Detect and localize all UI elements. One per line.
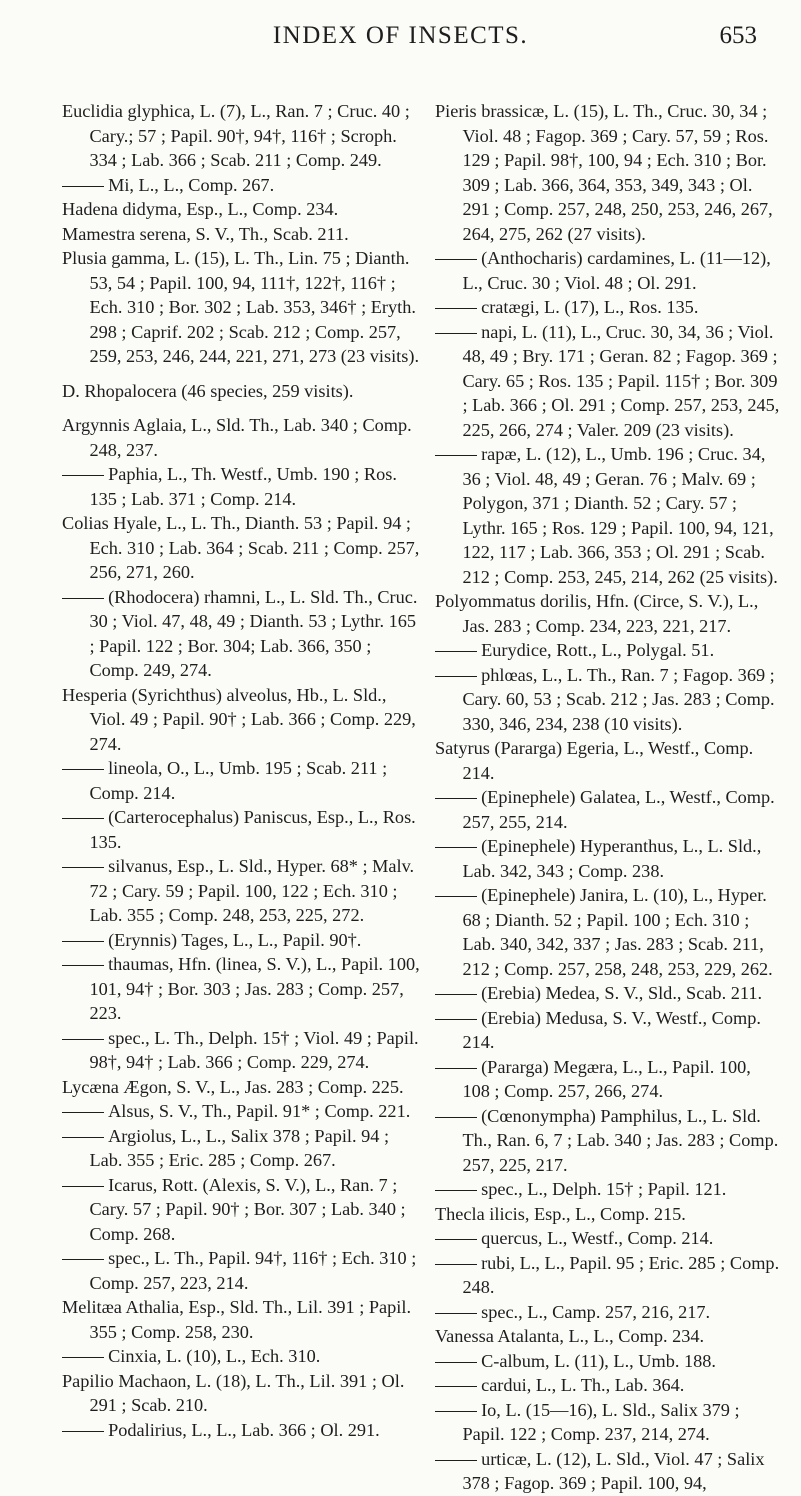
index-entry bbox=[62, 1344, 420, 1369]
index-entry bbox=[435, 246, 781, 295]
entry-text: napi, L. (11), L., Cruc. 30, 34, 36 ; Viol. 48, 49 ; Bry. 171 ; Geran. 82 ; Fagop. 369 ; Cary. 65 ; Ros. 135 ; Papil. 115† ; Bor. 309 ; Lab. 366 ; Ol. 291 ; Comp. 257, 253, 245, 225, 266, 274 ; Valer. 209 (23 visits). bbox=[462, 321, 780, 440]
index-entry bbox=[435, 785, 781, 834]
index-entry bbox=[435, 99, 781, 246]
entry-text: Melitæa Athalia, Esp., Sld. Th., Lil. 391 ; Papil. 355 ; Comp. 258, 230. bbox=[62, 1297, 412, 1342]
ditto-dash bbox=[435, 1411, 477, 1412]
index-entry bbox=[62, 1418, 420, 1443]
index-entry bbox=[435, 1324, 781, 1349]
entry-text: Papilio Machaon, L. (18), L. Th., Lil. 391 ; Ol. 291 ; Scab. 210. bbox=[62, 1370, 405, 1415]
index-entry bbox=[435, 981, 781, 1006]
ditto-dash bbox=[435, 1068, 477, 1069]
entry-text: (Erynnis) Tages, L., L., Papil. 90†. bbox=[108, 929, 362, 950]
ditto-dash bbox=[62, 1112, 104, 1113]
entry-text: Lycæna Ægon, S. V., L., Jas. 283 ; Comp. 225. bbox=[62, 1076, 404, 1097]
entry-text: spec., L. Th., Papil. 94†, 116† ; Ech. 310 ; Comp. 257, 223, 214. bbox=[89, 1248, 417, 1293]
ditto-dash bbox=[62, 818, 104, 819]
ditto-dash bbox=[435, 1362, 477, 1363]
ditto-dash bbox=[435, 1117, 477, 1118]
entry-text: Icarus, Rott. (Alexis, S. V.), L., Ran. 7 ; Cary. 57 ; Papil. 90† ; Bor. 307 ; Lab. 340 ; Comp. 268. bbox=[89, 1174, 406, 1244]
entry-text: Io, L. (15—16), L. Sld., Salix 379 ; Papil. 122 ; Comp. 237, 214, 274. bbox=[462, 1399, 740, 1444]
index-entry bbox=[435, 320, 781, 443]
ditto-dash bbox=[435, 1019, 477, 1020]
index-entry bbox=[62, 805, 420, 854]
entry-text: cardui, L., L. Th., Lab. 364. bbox=[481, 1375, 685, 1395]
index-entry bbox=[435, 442, 781, 589]
index-entry bbox=[62, 952, 420, 1026]
entry-text: D. Rhopalocera (46 species, 259 visits). bbox=[62, 380, 354, 401]
entry-text: (Erebia) Medusa, S. V., Westf., Comp. 214. bbox=[462, 1007, 761, 1052]
ditto-dash bbox=[435, 994, 477, 995]
entry-text: urticæ, L. (12), L. Sld., Viol. 47 ; Salix 378 ; Fagop. 369 ; Papil. 100, 94, bbox=[462, 1448, 765, 1493]
ditto-dash bbox=[62, 1259, 104, 1260]
entry-text: spec., L. Th., Delph. 15† ; Viol. 49 ; Papil. 98†, 94† ; Lab. 366 ; Comp. 229, 274. bbox=[89, 1027, 419, 1072]
index-entry bbox=[62, 683, 420, 757]
entry-text: Hadena didyma, Esp., L., Comp. 234. bbox=[62, 199, 339, 219]
index-entry bbox=[62, 854, 420, 928]
entry-text: quercus, L., Westf., Comp. 214. bbox=[481, 1228, 714, 1248]
ditto-dash bbox=[435, 259, 477, 260]
index-entry bbox=[62, 197, 420, 222]
entry-text: Thecla ilicis, Esp., L., Comp. 215. bbox=[435, 1203, 686, 1224]
entry-text: Satyrus (Pararga) Egeria, L., Westf., Comp. 214. bbox=[435, 738, 754, 783]
ditto-dash bbox=[435, 798, 477, 799]
entry-text: Vanessa Atalanta, L., L., Comp. 234. bbox=[435, 1326, 705, 1346]
entry-text: spec., L., Delph. 15† ; Papil. 121. bbox=[481, 1179, 727, 1199]
entry-text: Eurydice, Rott., L., Polygal. 51. bbox=[481, 640, 715, 660]
index-entry bbox=[435, 1398, 781, 1447]
entry-text: (Carterocephalus) Paniscus, Esp., L., Ros. 135. bbox=[89, 807, 416, 852]
index-entry bbox=[435, 295, 781, 320]
index-entry bbox=[62, 1075, 420, 1100]
index-entry bbox=[435, 1373, 781, 1398]
ditto-dash bbox=[62, 941, 104, 942]
ditto-dash bbox=[62, 1039, 104, 1040]
entry-text: Euclidia glyphica, L. (7), L., Ran. 7 ; Cruc. 40 ; Cary.; 57 ; Papil. 90†, 94†, 116† ; Scroph. 334 ; Lab. 366 ; Scab. 211 ; Comp. 249. bbox=[62, 101, 410, 170]
ditto-dash bbox=[435, 1313, 477, 1314]
index-entry bbox=[62, 1173, 420, 1247]
page-header bbox=[0, 22, 801, 62]
entry-text: Plusia gamma, L. (15), L. Th., Lin. 75 ; Dianth. 53, 54 ; Papil. 100, 94, 111†, 122†, 116† ; Ech. 310 ; Bor. 302 ; Lab. 353, 346† ; Eryth. 298 ; Caprif. 202 ; Scab. 212 ; Comp. 257, 259, 253, 246, 244, 221, 271, 273 (23 visits). bbox=[62, 248, 420, 366]
index-entry bbox=[62, 1099, 420, 1124]
ditto-dash bbox=[62, 475, 104, 476]
ditto-dash bbox=[435, 896, 477, 897]
index-entry bbox=[435, 736, 781, 785]
ditto-dash bbox=[435, 1264, 477, 1265]
index-entry bbox=[62, 1295, 420, 1344]
index-entry bbox=[435, 1251, 781, 1300]
entry-text: silvanus, Esp., L. Sld., Hyper. 68* ; Malv. 72 ; Cary. 59 ; Papil. 100, 122 ; Ech. 310 ; Lab. 355 ; Comp. 248, 253, 225, 272. bbox=[89, 856, 415, 925]
index-entry bbox=[62, 756, 420, 805]
index-entry bbox=[62, 1026, 420, 1075]
ditto-dash bbox=[62, 769, 104, 770]
ditto-dash bbox=[62, 1137, 104, 1138]
index-entry bbox=[62, 1124, 420, 1173]
entry-text: Argynnis Aglaia, L., Sld. Th., Lab. 340 ; Comp. 248, 237. bbox=[62, 415, 412, 460]
index-entry bbox=[435, 1006, 781, 1055]
ditto-dash bbox=[435, 333, 477, 334]
entry-text: spec., L., Camp. 257, 216, 217. bbox=[481, 1301, 711, 1322]
ditto-dash bbox=[62, 1357, 104, 1358]
index-entry bbox=[435, 663, 781, 737]
entry-text: lineola, O., L., Umb. 195 ; Scab. 211 ; Comp. 214. bbox=[89, 758, 388, 803]
index-entry bbox=[62, 379, 420, 404]
ditto-dash bbox=[435, 847, 477, 848]
index-entry bbox=[435, 1177, 781, 1202]
entry-text: (Erebia) Medea, S. V., Sld., Scab. 211. bbox=[481, 983, 763, 1003]
entry-text: Polyommatus dorilis, Hfn. (Circe, S. V.), L., Jas. 283 ; Comp. 234, 223, 221, 217. bbox=[435, 591, 759, 636]
entry-text: (Pararga) Megæra, L., L., Papil. 100, 108 ; Comp. 257, 266, 274. bbox=[462, 1056, 751, 1101]
index-entry bbox=[435, 1447, 781, 1496]
ditto-dash bbox=[62, 867, 104, 868]
entry-text: Cinxia, L. (10), L., Ech. 310. bbox=[108, 1346, 321, 1366]
entry-text: (Epinephele) Galatea, L., Westf., Comp. 257, 255, 214. bbox=[462, 787, 775, 832]
index-entry bbox=[62, 1246, 420, 1295]
entry-text: thaumas, Hfn. (linea, S. V.), L., Papil. 100, 101, 94† ; Bor. 303 ; Jas. 283 ; Comp. 257, 223. bbox=[89, 954, 420, 1023]
ditto-dash bbox=[435, 1190, 477, 1191]
index-entry bbox=[435, 834, 781, 883]
entry-text: (Cœnonympha) Pamphilus, L., L. Sld. Th., Ran. 6, 7 ; Lab. 340 ; Jas. 283 ; Comp. 257, 225, 217. bbox=[462, 1105, 779, 1175]
entry-text: Pieris brassicæ, L. (15), L. Th., Cruc. 30, 34 ; Viol. 48 ; Fagop. 369 ; Cary. 57, 59 ; Ros. 129 ; Papil. 98†, 100, 94 ; Ech. 310 ; Bor. 309 ; Lab. 366, 364, 353, 349, 343 ; Ol. 291 ; Comp. 257, 248, 250, 253, 246, 267, 264, 275, 262 (27 visits). bbox=[435, 101, 773, 244]
entry-text: phlœas, L., L. Th., Ran. 7 ; Fagop. 369 ; Cary. 60, 53 ; Scab. 212 ; Jas. 283 ; Comp. 330, 346, 234, 238 (10 visits). bbox=[462, 664, 775, 734]
entry-text: Mamestra serena, S. V., Th., Scab. 211. bbox=[62, 223, 349, 244]
entry-text: Argiolus, L., L., Salix 378 ; Papil. 94 ; Lab. 355 ; Eric. 285 ; Comp. 267. bbox=[89, 1125, 390, 1170]
entry-text: Podalirius, L., L., Lab. 366 ; Ol. 291. bbox=[108, 1419, 380, 1440]
index-entry bbox=[62, 585, 420, 683]
entry-text: (Rhodocera) rhamni, L., L. Sld. Th., Cruc. 30 ; Viol. 47, 48, 49 ; Dianth. 53 ; Lythr. 165 ; Papil. 122 ; Bor. 304; Lab. 366, 350 ; Comp. 249, 274. bbox=[89, 586, 418, 680]
ditto-dash bbox=[435, 1239, 477, 1240]
index-entry bbox=[435, 1055, 781, 1104]
entry-text: cratægi, L. (17), L., Ros. 135. bbox=[481, 297, 699, 317]
left-index-column bbox=[62, 99, 420, 1442]
ditto-dash bbox=[62, 1431, 104, 1432]
entry-text: rapæ, L. (12), L., Umb. 196 ; Cruc. 34, 36 ; Viol. 48, 49 ; Geran. 76 ; Malv. 69 ; Polygon, 371 ; Dianth. 52 ; Cary. 57 ; Lythr. 165 ; Ros. 129 ; Papil. 100, 94, 121, 122, 117 ; Lab. 366, 353 ; Ol. 291 ; Scab. 212 ; Comp. 253, 245, 214, 262 (25 visits). bbox=[462, 444, 778, 587]
ditto-dash bbox=[62, 186, 104, 187]
entry-text: Hesperia (Syrichthus) alveolus, Hb., L. Sld., Viol. 49 ; Papil. 90† ; Lab. 366 ; Comp. 229, 274. bbox=[62, 684, 416, 754]
entry-text: (Anthocharis) cardamines, L. (11—12), L., Cruc. 30 ; Viol. 48 ; Ol. 291. bbox=[462, 248, 771, 293]
index-entry bbox=[62, 222, 420, 247]
entry-text: C-album, L. (11), L., Umb. 188. bbox=[481, 1350, 716, 1371]
entry-text: Paphia, L., Th. Westf., Umb. 190 ; Ros. 135 ; Lab. 371 ; Comp. 214. bbox=[89, 464, 397, 509]
ditto-dash bbox=[435, 676, 477, 677]
ditto-dash bbox=[62, 965, 104, 966]
ditto-dash bbox=[435, 455, 477, 456]
index-entry bbox=[435, 1300, 781, 1325]
page-number: 653 bbox=[719, 22, 757, 49]
ditto-dash bbox=[62, 1186, 104, 1187]
entry-text: Alsus, S. V., Th., Papil. 91* ; Comp. 221. bbox=[108, 1101, 411, 1121]
right-index-column bbox=[435, 99, 781, 1496]
index-entry bbox=[62, 511, 420, 585]
index-entry bbox=[435, 1349, 781, 1374]
entry-text: rubi, L., L., Papil. 95 ; Eric. 285 ; Comp. 248. bbox=[462, 1252, 780, 1297]
ditto-dash bbox=[435, 1460, 477, 1461]
index-entry bbox=[62, 928, 420, 953]
ditto-dash bbox=[435, 651, 477, 652]
entry-text: (Epinephele) Hyperanthus, L., L. Sld., Lab. 342, 343 ; Comp. 238. bbox=[462, 836, 762, 881]
index-entry bbox=[435, 589, 781, 638]
index-entry bbox=[62, 462, 420, 511]
running-title: INDEX OF INSECTS. bbox=[272, 22, 529, 49]
index-entry bbox=[435, 1104, 781, 1178]
ditto-dash bbox=[62, 598, 104, 599]
entry-text: Mi, L., L., Comp. 267. bbox=[108, 174, 275, 195]
index-entry bbox=[435, 638, 781, 663]
index-entry bbox=[435, 1202, 781, 1227]
index-entry bbox=[62, 173, 420, 198]
index-entry bbox=[435, 883, 781, 981]
index-entry bbox=[62, 246, 420, 369]
entry-text: (Epinephele) Janira, L. (10), L., Hyper. 68 ; Dianth. 52 ; Papil. 100 ; Ech. 310 ; Lab. 340, 342, 337 ; Jas. 283 ; Scab. 211, 212 ; Comp. 257, 258, 248, 253, 229, 262. bbox=[462, 885, 773, 979]
index-entry bbox=[62, 413, 420, 462]
index-entry bbox=[62, 99, 420, 173]
index-entry bbox=[435, 1226, 781, 1251]
entry-text: Colias Hyale, L., L. Th., Dianth. 53 ; Papil. 94 ; Ech. 310 ; Lab. 364 ; Scab. 211 ; Comp. 257, 256, 271, 260. bbox=[62, 513, 420, 582]
ditto-dash bbox=[435, 308, 477, 309]
ditto-dash bbox=[435, 1386, 477, 1387]
index-entry bbox=[62, 1369, 420, 1418]
